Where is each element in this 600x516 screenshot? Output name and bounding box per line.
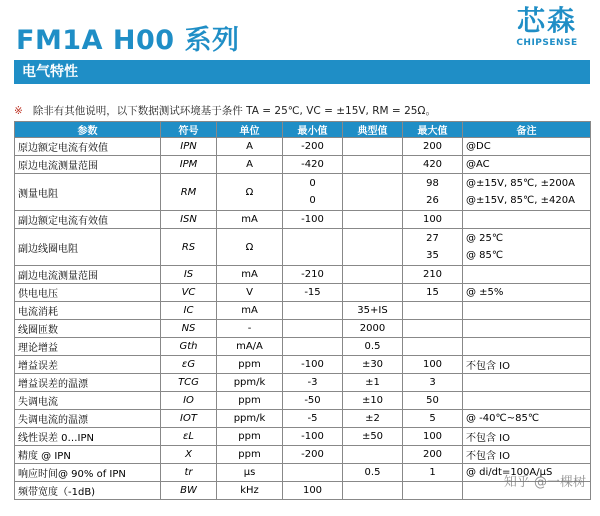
cell-note: [463, 266, 591, 284]
cell-note: [463, 211, 591, 229]
cell-unit: ppm: [217, 428, 283, 446]
cell-note: [463, 174, 591, 211]
cell-unit: ppm: [217, 446, 283, 464]
cell-typ: 0.5: [343, 338, 403, 356]
cell-max: [403, 482, 463, 500]
col-header-symbol: 符号: [161, 122, 217, 138]
cell-param: 原边额定电流有效值: [15, 138, 161, 156]
cell-symbol: εL: [161, 428, 217, 446]
cell-typ: [343, 156, 403, 174]
cell-typ: [343, 138, 403, 156]
note-mark: ※: [14, 105, 23, 117]
cell-max: [403, 229, 463, 266]
cell-unit: μs: [217, 464, 283, 482]
table-header-row: [15, 122, 591, 138]
cell-note: @DC: [463, 138, 591, 156]
cell-unit: ppm: [217, 392, 283, 410]
conditions-note: [14, 103, 436, 118]
cell-min: -100: [283, 428, 343, 446]
cell-symbol: IPM: [161, 156, 217, 174]
table-row: [15, 392, 591, 410]
cell-param: 副边电流测量范围: [15, 266, 161, 284]
cell-typ: [343, 211, 403, 229]
cell-note: 不包含 IO: [463, 446, 591, 464]
cell-max: [403, 338, 463, 356]
cell-unit: mA: [217, 302, 283, 320]
cell-note: [463, 392, 591, 410]
cell-note: @ -40℃~85℃: [463, 410, 591, 428]
cell-symbol: Gth: [161, 338, 217, 356]
cell-min: -200: [283, 446, 343, 464]
cell-max: 50: [403, 392, 463, 410]
cell-note: [463, 320, 591, 338]
table-row: [15, 338, 591, 356]
cell-unit: ppm/k: [217, 374, 283, 392]
cell-symbol: IC: [161, 302, 217, 320]
cell-max: 100: [403, 356, 463, 374]
cell-typ: [343, 446, 403, 464]
cell-note: @ di/dt=100A/μS: [463, 464, 591, 482]
cell-param: 副边额定电流有效值: [15, 211, 161, 229]
cell-note: 不包含 IO: [463, 356, 591, 374]
cell-min: [283, 229, 343, 266]
cell-note-line2: @±15V, 85℃, ±420A: [466, 195, 575, 206]
col-header-max: 最大值: [403, 122, 463, 138]
table-row: [15, 374, 591, 392]
cell-typ: 0.5: [343, 464, 403, 482]
cell-param: 原边电流测量范围: [15, 156, 161, 174]
cell-typ: ±2: [343, 410, 403, 428]
cell-min: [283, 338, 343, 356]
cell-symbol: X: [161, 446, 217, 464]
cell-unit: A: [217, 156, 283, 174]
cell-min: [283, 302, 343, 320]
table-row: [15, 211, 591, 229]
cell-max: 3: [403, 374, 463, 392]
cell-max: [403, 174, 463, 211]
cell-min: -50: [283, 392, 343, 410]
cell-max-line1: 98: [426, 178, 439, 189]
table-row: [15, 356, 591, 374]
cell-unit: ppm/k: [217, 410, 283, 428]
col-header-param: 参数: [15, 122, 161, 138]
cell-min: -210: [283, 266, 343, 284]
cell-typ: [343, 284, 403, 302]
cell-symbol: IO: [161, 392, 217, 410]
cell-min-line1: 0: [309, 178, 316, 189]
table-row: [15, 284, 591, 302]
cell-max: [403, 320, 463, 338]
cell-symbol: RS: [161, 229, 217, 266]
cell-max: [403, 302, 463, 320]
table-row: [15, 229, 591, 266]
cell-min: 100: [283, 482, 343, 500]
electrical-characteristics-table: [14, 121, 591, 500]
cell-symbol: IPN: [161, 138, 217, 156]
cell-min: -200: [283, 138, 343, 156]
cell-min-line2: 0: [309, 195, 316, 206]
cell-max-line2: 26: [426, 195, 439, 206]
cell-unit: -: [217, 320, 283, 338]
cell-param: 精度 @ IPN: [15, 446, 161, 464]
cell-param: 理论增益: [15, 338, 161, 356]
cell-note: @ ±5%: [463, 284, 591, 302]
table-body: [15, 138, 591, 500]
cell-symbol: tr: [161, 464, 217, 482]
cell-unit: mA/A: [217, 338, 283, 356]
cell-note: [463, 338, 591, 356]
cell-typ: ±10: [343, 392, 403, 410]
cell-param: 增益误差的温漂: [15, 374, 161, 392]
cell-min: -15: [283, 284, 343, 302]
page-title: FM1A H00 系列: [16, 25, 240, 56]
cell-symbol: IS: [161, 266, 217, 284]
section-title: 电气特性: [14, 60, 590, 84]
cell-max: 420: [403, 156, 463, 174]
brand-logo: [502, 4, 592, 48]
cell-max: 15: [403, 284, 463, 302]
cell-typ: [343, 174, 403, 211]
cell-max: 5: [403, 410, 463, 428]
cell-symbol: NS: [161, 320, 217, 338]
cell-symbol: IOT: [161, 410, 217, 428]
cell-min: [283, 320, 343, 338]
cell-unit: V: [217, 284, 283, 302]
cell-note-line1: @±15V, 85℃, ±200A: [466, 178, 575, 189]
table-row: [15, 410, 591, 428]
cell-min: [283, 464, 343, 482]
cell-param: 线圈匝数: [15, 320, 161, 338]
cell-note: @AC: [463, 156, 591, 174]
cell-unit: ppm: [217, 356, 283, 374]
cell-min: -100: [283, 356, 343, 374]
cell-note-line1: @ 25℃: [466, 233, 504, 244]
cell-param: 副边线圈电阻: [15, 229, 161, 266]
cell-max: 200: [403, 446, 463, 464]
cell-note: [463, 302, 591, 320]
table-row: [15, 320, 591, 338]
col-header-typ: 典型值: [343, 122, 403, 138]
cell-note: 不包含 IO: [463, 428, 591, 446]
cell-param: 增益误差: [15, 356, 161, 374]
cell-param: 失调电流: [15, 392, 161, 410]
col-header-unit: 单位: [217, 122, 283, 138]
table-row: [15, 428, 591, 446]
table-row: [15, 174, 591, 211]
col-header-note: 备注: [463, 122, 591, 138]
table-row: [15, 446, 591, 464]
cell-min: -5: [283, 410, 343, 428]
cell-unit: A: [217, 138, 283, 156]
cell-param: 测量电阻: [15, 174, 161, 211]
cell-max-line2: 35: [426, 250, 439, 261]
cell-unit: mA: [217, 266, 283, 284]
logo-en-text: CHIPSENSE: [516, 38, 578, 48]
cell-unit: Ω: [217, 174, 283, 211]
cell-min: -3: [283, 374, 343, 392]
cell-typ: [343, 229, 403, 266]
cell-typ: ±30: [343, 356, 403, 374]
watermark-text: 知乎 @一棵树: [503, 475, 586, 490]
table-row: [15, 302, 591, 320]
cell-param: 频带宽度（-1dB): [15, 482, 161, 500]
cell-symbol: BW: [161, 482, 217, 500]
cell-typ: [343, 266, 403, 284]
cell-min: [283, 174, 343, 211]
cell-unit: Ω: [217, 229, 283, 266]
cell-max: 1: [403, 464, 463, 482]
cell-typ: 35+IS: [343, 302, 403, 320]
table-row: [15, 138, 591, 156]
cell-symbol: RM: [161, 174, 217, 211]
cell-note: [463, 229, 591, 266]
cell-min: -420: [283, 156, 343, 174]
note-text: 除非有其他说明，以下数据测试环境基于条件 TA = 25℃, VC = ±15V, RM = 25Ω。: [32, 105, 436, 117]
cell-max: 200: [403, 138, 463, 156]
cell-unit: kHz: [217, 482, 283, 500]
cell-unit: mA: [217, 211, 283, 229]
cell-note-line2: @ 85℃: [466, 250, 504, 261]
cell-max: 210: [403, 266, 463, 284]
cell-typ: [343, 482, 403, 500]
cell-param: 线性误差 0…IPN: [15, 428, 161, 446]
cell-param: 电流消耗: [15, 302, 161, 320]
cell-param: 供电电压: [15, 284, 161, 302]
logo-cn-text: 芯森: [516, 4, 577, 37]
cell-min: -100: [283, 211, 343, 229]
cell-typ: ±50: [343, 428, 403, 446]
cell-max: 100: [403, 428, 463, 446]
cell-symbol: εG: [161, 356, 217, 374]
cell-symbol: ISN: [161, 211, 217, 229]
col-header-min: 最小值: [283, 122, 343, 138]
cell-max: 100: [403, 211, 463, 229]
cell-param: 响应时间@ 90% of IPN: [15, 464, 161, 482]
cell-note: [463, 374, 591, 392]
cell-typ: 2000: [343, 320, 403, 338]
table-row: [15, 156, 591, 174]
cell-typ: ±1: [343, 374, 403, 392]
table-row: [15, 266, 591, 284]
cell-param: 失调电流的温漂: [15, 410, 161, 428]
cell-symbol: VC: [161, 284, 217, 302]
cell-symbol: TCG: [161, 374, 217, 392]
cell-max-line1: 27: [426, 233, 439, 244]
